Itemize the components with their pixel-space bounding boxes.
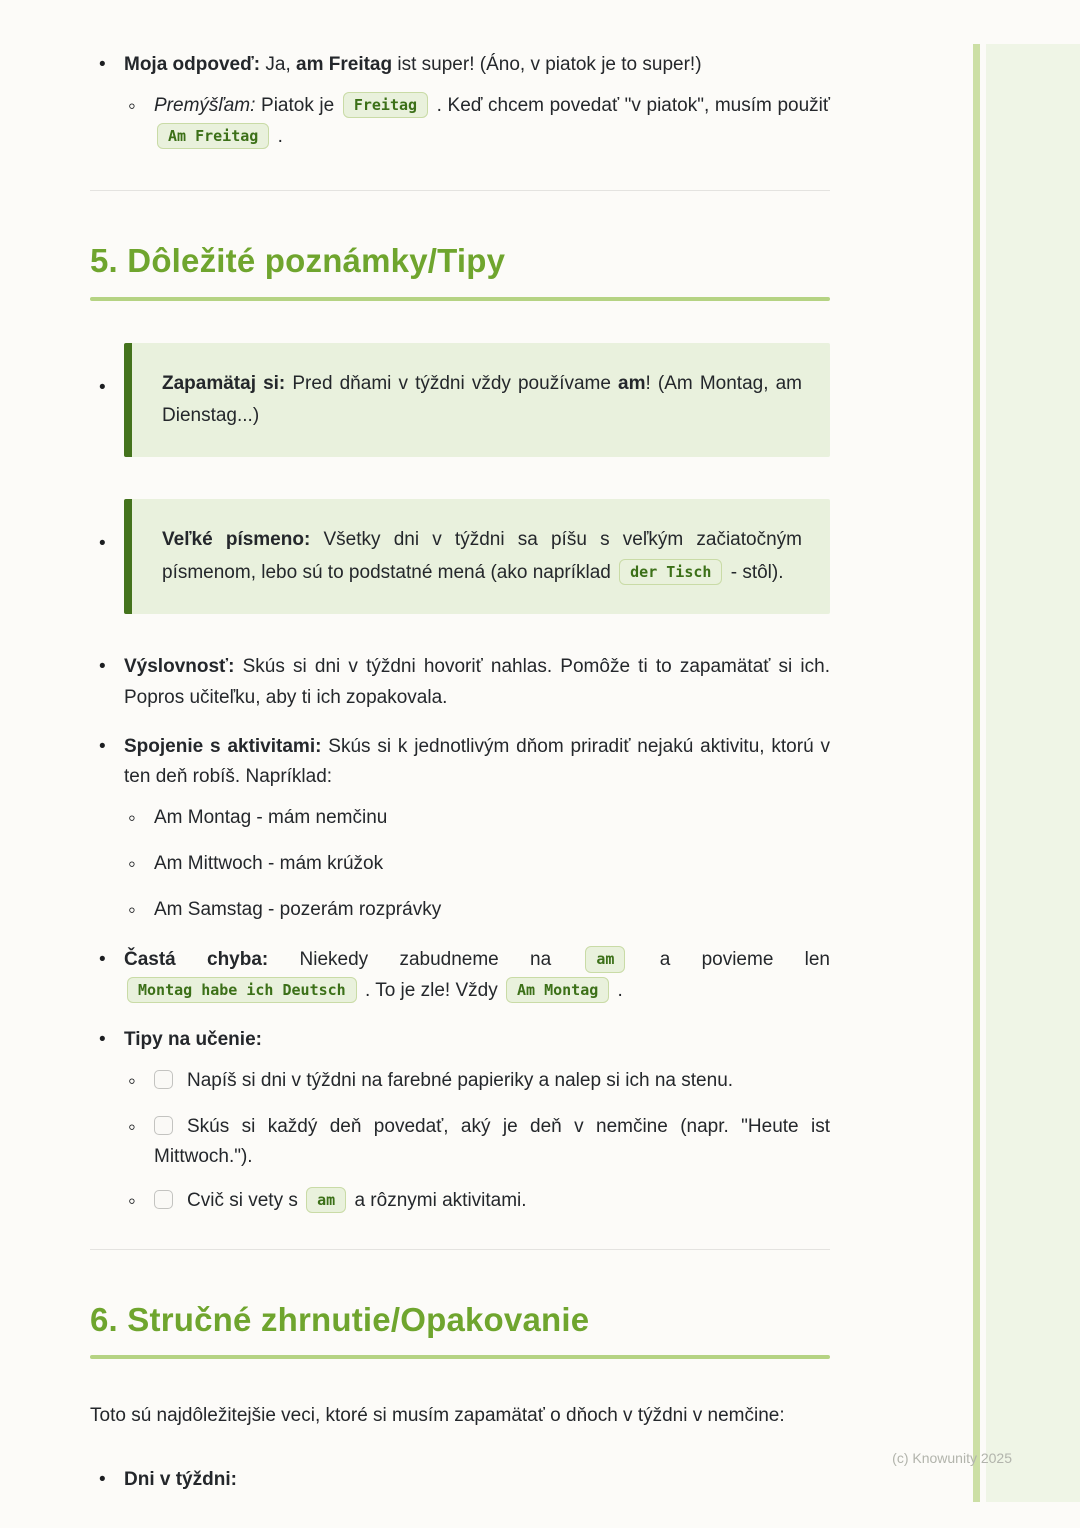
list-item: [90, 1025, 830, 1056]
right-margin-line: [973, 44, 980, 1502]
list-item: [90, 732, 830, 794]
right-margin-band: [986, 44, 1080, 1502]
hollow-bullet-icon: [124, 1112, 154, 1174]
checklist-label: Skús si každý deň povedať, aký je deň v nemčine (napr. "Heute ist Mittwoch.").: [154, 1115, 830, 1168]
list-item: [90, 50, 830, 81]
sub-list-item-text: Am Samstag - pozerám rozprávky: [154, 898, 442, 920]
section-divider: [90, 1249, 830, 1250]
callout-list-item: [90, 499, 830, 614]
sub-list-item-text: Am Montag - mám nemčinu: [154, 807, 388, 829]
sub-list-item-text: Premýšľam: Piatok je Freitag . Keď chcem povedať "v piatok", musím použiť Am Freitag .: [154, 91, 830, 153]
hollow-bullet-icon: [124, 895, 154, 928]
sub-list-item: [124, 895, 830, 928]
bullet-icon: [90, 343, 124, 458]
activities-sublist: [90, 803, 830, 927]
sub-list-item: [124, 91, 830, 153]
callout-list-item: [90, 343, 830, 458]
learning-tips-checklist: [90, 1066, 830, 1219]
checkbox-icon: [154, 1070, 173, 1089]
callout-text: Veľké písmeno: Všetky dni v týždni sa píšu s veľkým začiatočným písmenom, lebo sú to podstatné mená (ako napríklad der Tisch - stôl).: [162, 524, 802, 589]
sub-list-item: [124, 849, 830, 882]
bullet-icon: [90, 1465, 124, 1496]
page-content: [90, 50, 830, 1512]
bullet-icon: [90, 499, 124, 614]
bullet-icon: [90, 732, 124, 794]
checklist-item-text: [154, 1112, 830, 1174]
hollow-bullet-icon: [124, 1186, 154, 1219]
checklist-label: Napíš si dni v týždni na farebné papieriky a nalep si ich na stenu.: [187, 1069, 734, 1091]
hollow-bullet-icon: [124, 91, 154, 153]
bullet-icon: [90, 50, 124, 81]
checklist-item: [124, 1112, 830, 1174]
section-5-heading: 5. Dôležité poznámky/Tipy: [90, 242, 506, 280]
bullet-icon: [90, 652, 124, 714]
list-item-text: Častá chyba: Niekedy zabudneme na am a povieme len Montag habe ich Deutsch . To je zle! Vždy Am Montag .: [124, 945, 830, 1007]
bullet-icon: [90, 1025, 124, 1056]
hollow-bullet-icon: [124, 1066, 154, 1099]
checklist-item-text: [154, 1066, 830, 1099]
checkbox-icon: [154, 1116, 173, 1135]
bullet-icon: [90, 945, 124, 1007]
list-item: [90, 652, 830, 714]
list-item: [90, 945, 830, 1007]
intro-list: [90, 50, 830, 152]
copyright-footer: (c) Knowunity 2025: [892, 1450, 1012, 1466]
checklist-item: [124, 1186, 830, 1219]
callout-text: Zapamätaj si: Pred dňami v týždni vždy používame am! (Am Montag, am Dienstag...): [162, 372, 802, 427]
sub-list-item: [124, 803, 830, 836]
list-item-text: Tipy na učenie:: [124, 1028, 262, 1050]
callout-box-remember: [124, 343, 830, 458]
hollow-bullet-icon: [124, 849, 154, 882]
list-item-text: Spojenie s aktivitami: Skús si k jednotlivým dňom priradiť nejakú aktivitu, ktorú v ten deň robíš. Napríklad:: [124, 735, 830, 788]
list-item-text: Dni v týždni:: [124, 1469, 237, 1491]
heading-underline: [90, 297, 830, 301]
section-divider: [90, 190, 830, 191]
list-item-text: Moja odpoveď: Ja, am Freitag ist super! (Áno, v piatok je to super!): [124, 54, 702, 75]
section-6-heading: 6. Stručné zhrnutie/Opakovanie: [90, 1300, 590, 1338]
checklist-item: [124, 1066, 830, 1099]
heading-underline: [90, 1355, 830, 1359]
list-item: [90, 1465, 830, 1496]
hollow-bullet-icon: [124, 803, 154, 836]
summary-paragraph: Toto sú najdôležitejšie veci, ktoré si musím zapamätať o dňoch v týždni v nemčine:: [90, 1405, 785, 1427]
checkbox-icon: [154, 1190, 173, 1209]
checklist-item-text: [154, 1186, 830, 1219]
sub-list-item-text: Am Mittwoch - mám krúžok: [154, 852, 384, 874]
checklist-label: Cvič si vety s am a rôznymi aktivitami.: [187, 1190, 527, 1211]
list-item-text: Výslovnosť: Skús si dni v týždni hovoriť nahlas. Pomôže ti to zapamätať si ich. Popros učiteľku, aby ti ich zopakovala.: [124, 656, 830, 708]
callout-box-capitalization: [124, 499, 830, 614]
